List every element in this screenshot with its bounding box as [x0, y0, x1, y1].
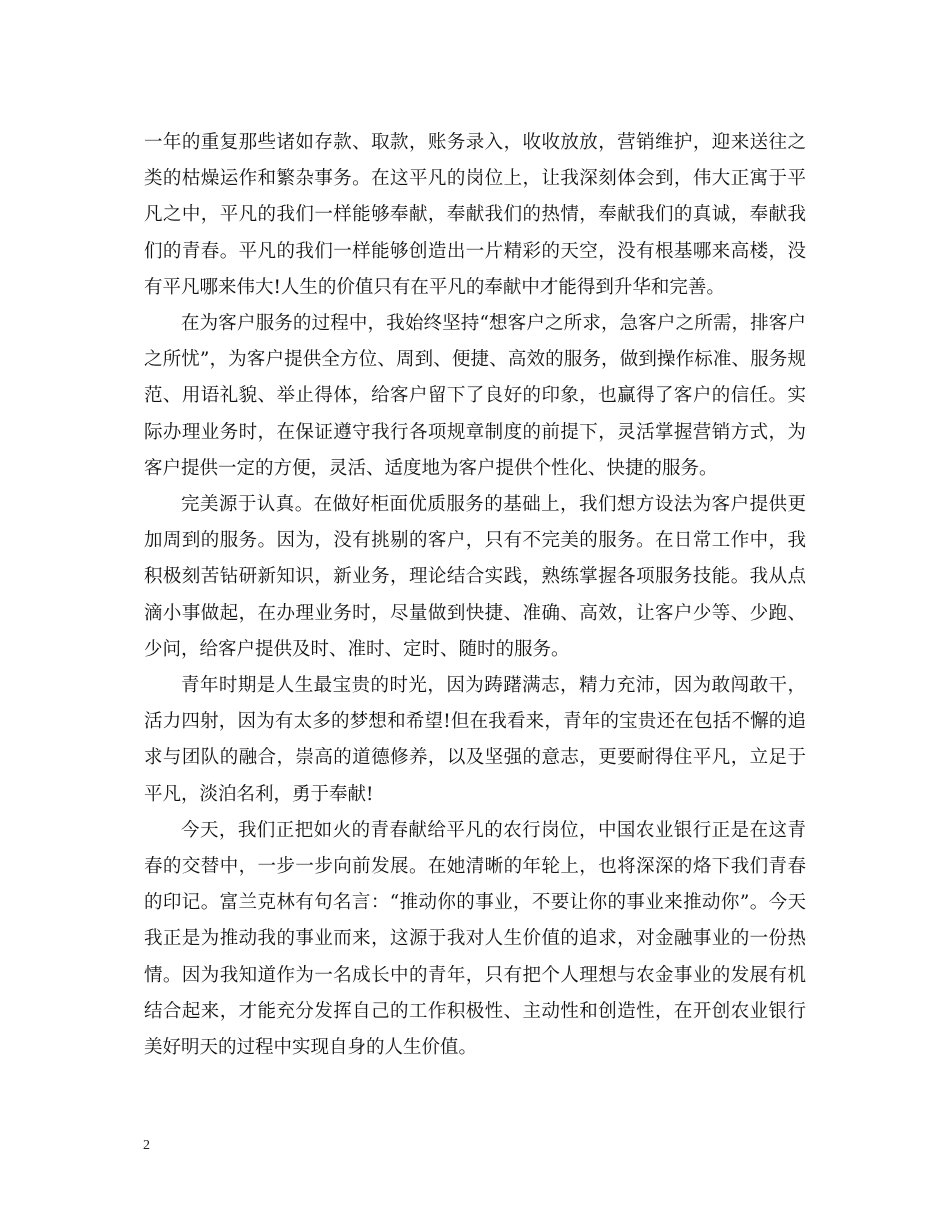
page-number: 2: [143, 1138, 150, 1153]
paragraph-3: 完美源于认真。在做好柜面优质服务的基础上，我们想方设法为客户提供更加周到的服务。因为，没有挑剔的客户，只有不完美的服务。在日常工作中，我积极刻苦钻研新知识，新业务，理论结合实践，熟练掌握各项服务技能。我从点滴小事做起，在办理业务时，尽量做到快捷、准确、高效，让客户少等、少跑、少问，给客户提供及时、准时、定时、随时的服务。: [144, 494, 806, 660]
paragraph-5: 今天，我们正把如火的青春献给平凡的农行岗位，中国农业银行正是在这青春的交替中，一步一步向前发展。在她清晰的年轮上，也将深深的烙下我们青春的印记。富兰克林有句名言：“推动你的事业，不要让你的事业来推动你”。今天我正是为推动我的事业而来，这源于我对人生价值的追求，对金融事业的一份热情。因为我知道作为一名成长中的青年，只有把个人理想与农金事业的发展有机结合起来，才能充分发挥自己的工作积极性、主动性和创造性，在开创农业银行美好明天的过程中实现自身的人生价值。: [144, 819, 806, 1059]
paragraph-2: 在为客户服务的过程中，我始终坚持“想客户之所求，急客户之所需，排客户之所忧”，为客户提供全方位、周到、便捷、高效的服务，做到操作标准、服务规范、用语礼貌、举止得体，给客户留下了良好的印象，也赢得了客户的信任。实际办理业务时，在保证遵守我行各项规章制度的前提下，灵活掌握营销方式，为客户提供一定的方便，灵活、适度地为客户提供个性化、快捷的服务。: [144, 313, 806, 479]
body-text: [144, 125, 806, 1066]
paragraph-4: 青年时期是人生最宝贵的时光，因为踌躇满志，精力充沛，因为敢闯敢干，活力四射，因为有太多的梦想和希望!但在我看来，青年的宝贵还在包括不懈的追求与团队的融合，崇高的道德修养，以及坚强的意志，更要耐得住平凡，立足于平凡，淡泊名利，勇于奉献!: [144, 675, 806, 805]
paragraph-1: 一年的重复那些诸如存款、取款，账务录入，收收放放，营销维护，迎来送往之类的枯燥运作和繁杂事务。在这平凡的岗位上，让我深刻体会到，伟大正寓于平凡之中，平凡的我们一样能够奉献，奉献我们的热情，奉献我们的真诚，奉献我们的青春。平凡的我们一样能够创造出一片精彩的天空，没有根基哪来高楼，没有平凡哪来伟大!人生的价值只有在平凡的奉献中才能得到升华和完善。: [144, 132, 806, 298]
